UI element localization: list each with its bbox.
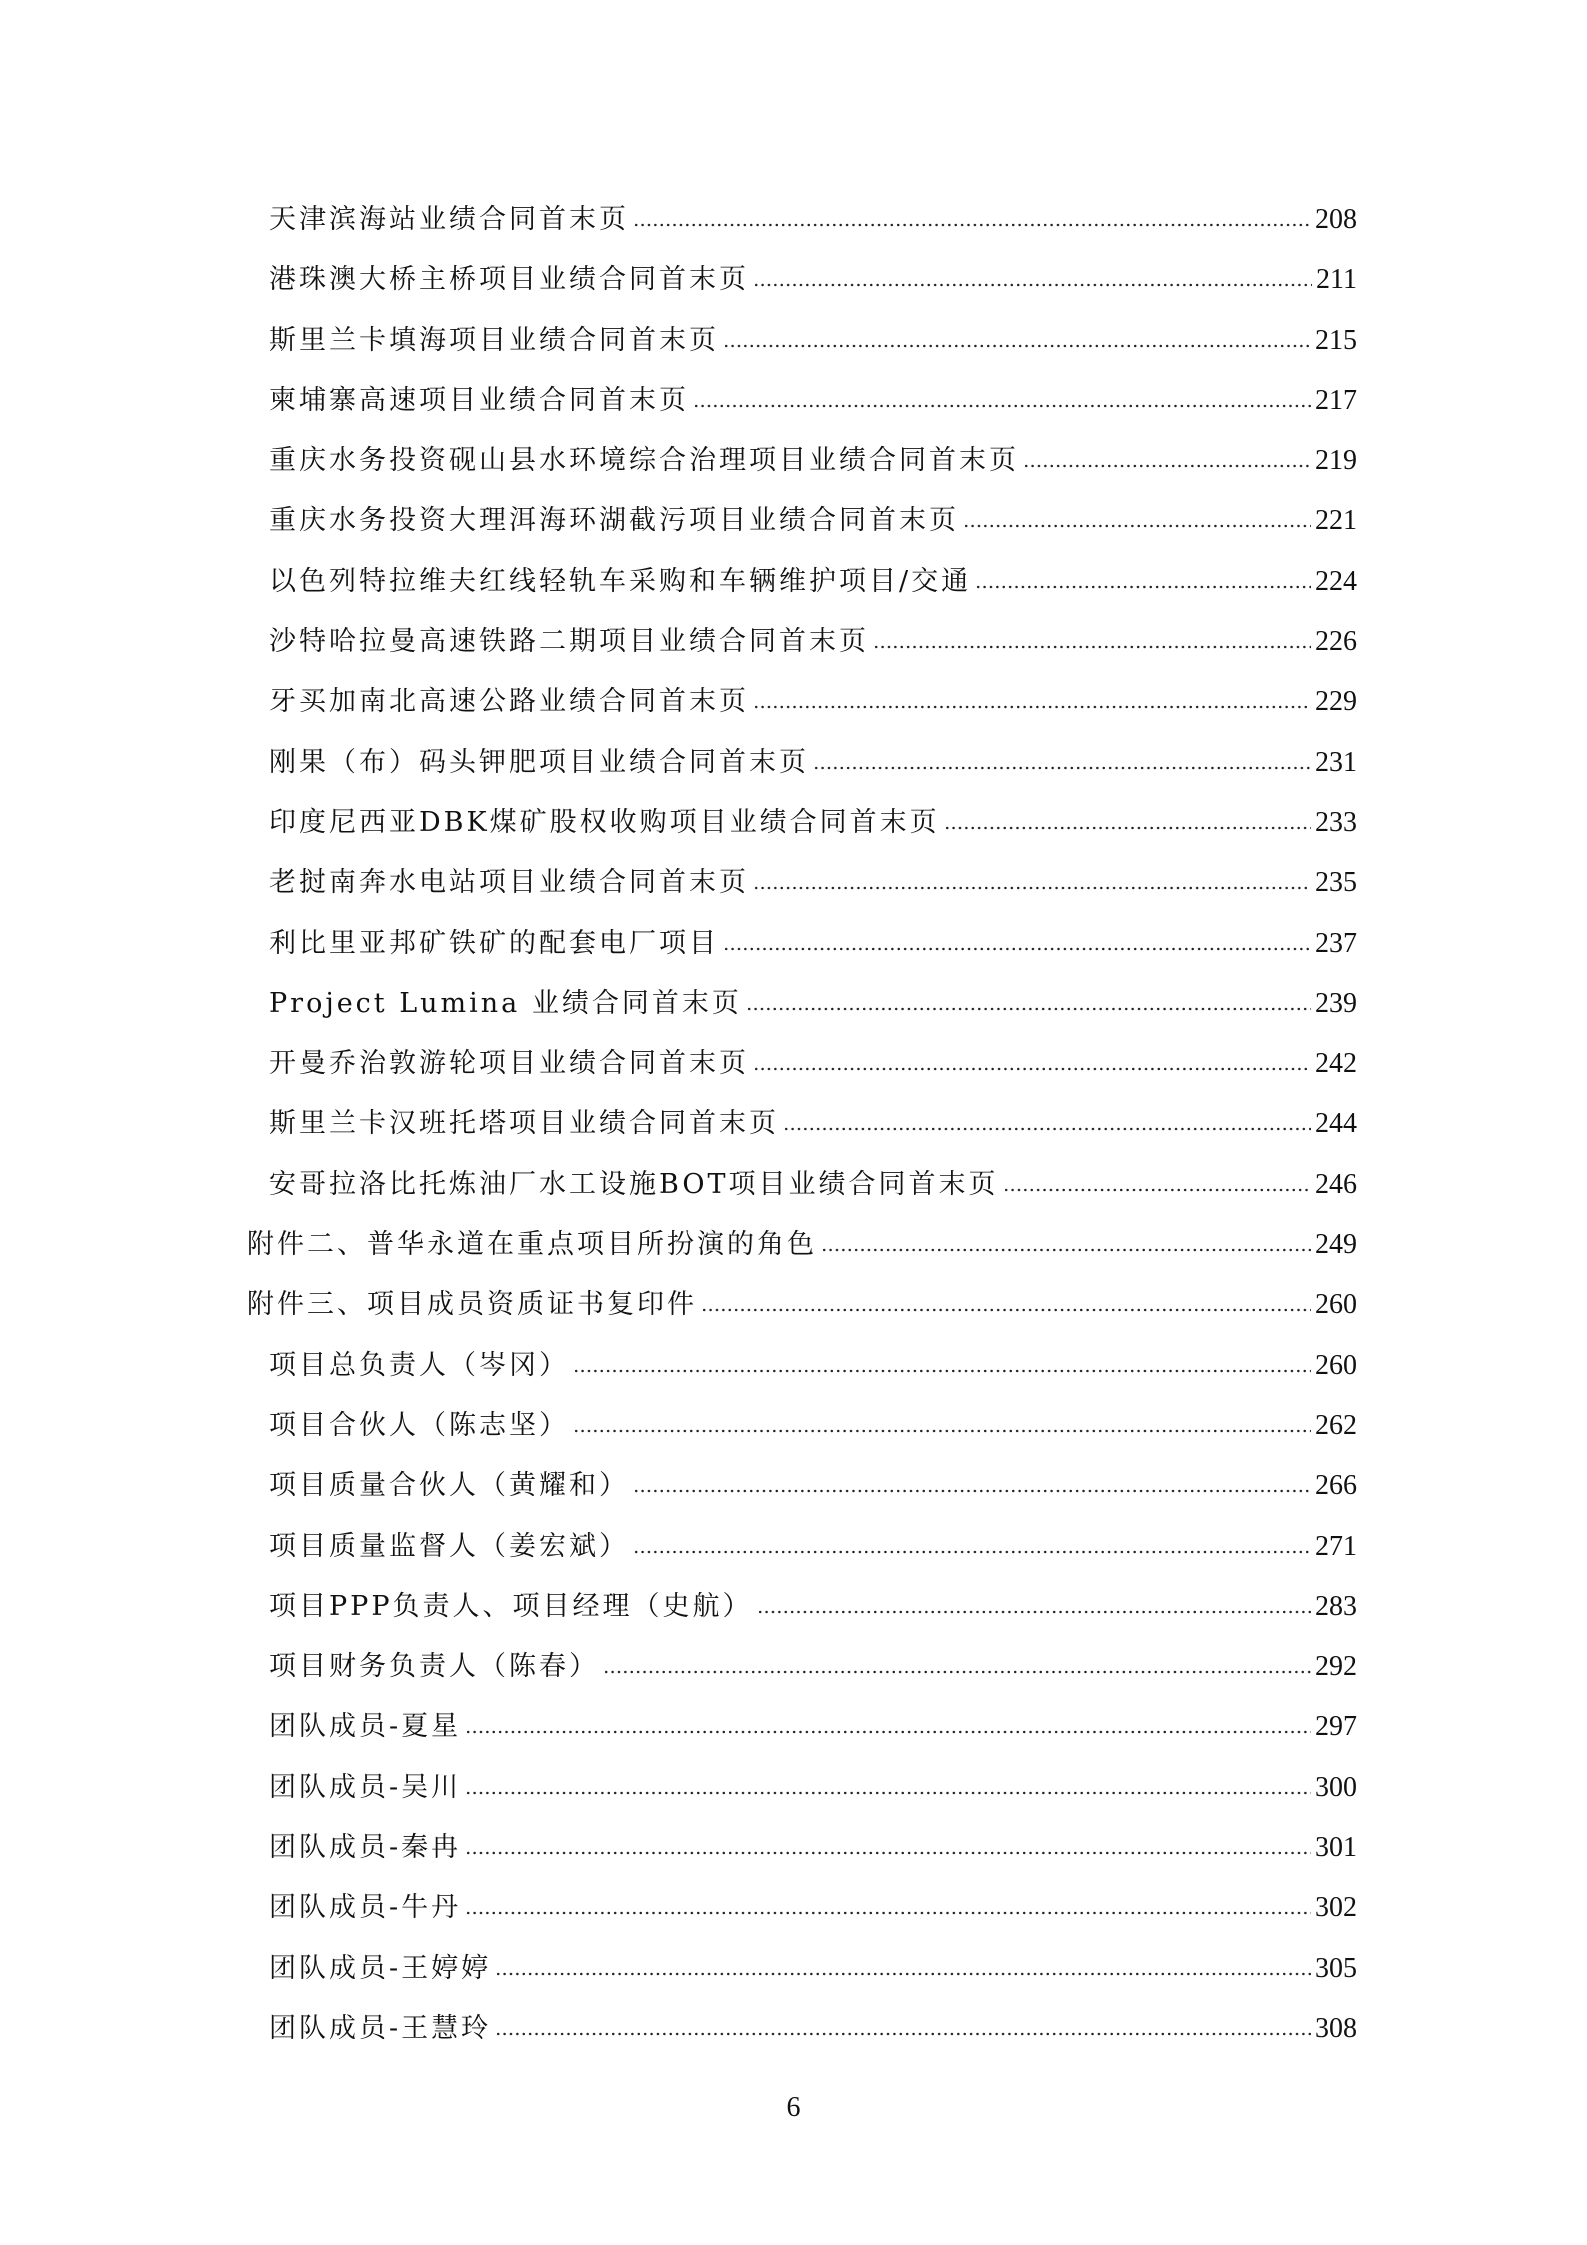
toc-entry-title: 附件二、普华永道在重点项目所扮演的角色: [247, 1229, 817, 1261]
toc-entry[interactable]: [247, 371, 1357, 431]
dot-leader: [465, 1910, 1311, 1916]
dot-leader: [573, 1428, 1311, 1434]
dot-leader: [753, 704, 1311, 710]
toc-entry-page: 260: [1315, 1289, 1357, 1321]
toc-entry-page: 297: [1315, 1711, 1357, 1743]
toc-entry[interactable]: [247, 190, 1357, 250]
dot-leader: [944, 825, 1311, 831]
toc-entry-title: 项目总负责人（岑冈）: [269, 1349, 569, 1381]
toc-entry[interactable]: [247, 1396, 1357, 1456]
toc-entry-page: 301: [1315, 1832, 1357, 1864]
toc-entry[interactable]: [247, 1697, 1357, 1757]
toc-entry-title: 团队成员-牛丹: [269, 1892, 462, 1924]
toc-entry-page: 249: [1315, 1229, 1357, 1261]
dot-leader: [813, 765, 1311, 771]
toc-entry-title: 柬埔寨高速项目业绩合同首末页: [269, 384, 689, 416]
dot-leader: [465, 1850, 1311, 1856]
toc-entry-page: 292: [1315, 1651, 1357, 1683]
toc-entry[interactable]: [247, 1999, 1357, 2059]
toc-entry-page: 229: [1315, 686, 1357, 718]
toc-entry[interactable]: [247, 733, 1357, 793]
toc-entry-title: 安哥拉洛比托炼油厂水工设施BOT项目业绩合同首末页: [269, 1168, 999, 1200]
toc-entry[interactable]: [247, 431, 1357, 491]
dot-leader: [963, 523, 1311, 529]
toc-entry-title: 项目财务负责人（陈春）: [269, 1651, 599, 1683]
dot-leader: [633, 222, 1311, 228]
toc-entry-title: 项目质量监督人（姜宏斌）: [269, 1530, 629, 1562]
toc-entry-title: 重庆水务投资砚山县水环境综合治理项目业绩合同首末页: [269, 445, 1019, 477]
toc-entry[interactable]: [247, 1818, 1357, 1878]
toc-entry-page: 239: [1315, 987, 1357, 1019]
toc-entry-page: 226: [1315, 626, 1357, 658]
dot-leader: [633, 1488, 1311, 1494]
toc-entry[interactable]: [247, 612, 1357, 672]
toc-entry-page: 211: [1316, 264, 1357, 296]
toc-entry-page: 266: [1315, 1470, 1357, 1502]
toc-entry[interactable]: [247, 491, 1357, 551]
dot-leader: [753, 885, 1311, 891]
toc-entry-page: 305: [1315, 1952, 1357, 1984]
toc-entry[interactable]: [247, 250, 1357, 310]
toc-entry-page: 302: [1315, 1892, 1357, 1924]
dot-leader: [701, 1307, 1311, 1313]
toc-entry[interactable]: [247, 1275, 1357, 1335]
toc-entry-title: 项目质量合伙人（黄耀和）: [269, 1470, 629, 1502]
dot-leader: [873, 644, 1311, 650]
toc-entry[interactable]: [247, 672, 1357, 732]
toc-entry[interactable]: [247, 974, 1357, 1034]
toc-entry[interactable]: [247, 1094, 1357, 1154]
toc-entry[interactable]: [247, 311, 1357, 371]
dot-leader: [783, 1126, 1311, 1132]
toc-entry-page: 237: [1315, 927, 1357, 959]
toc-entry-title: 附件三、项目成员资质证书复印件: [247, 1289, 697, 1321]
toc-entry-title: 开曼乔治敦游轮项目业绩合同首末页: [269, 1048, 749, 1080]
toc-entry[interactable]: [247, 1878, 1357, 1938]
dot-leader: [746, 1006, 1311, 1012]
toc-entry-title: 斯里兰卡填海项目业绩合同首末页: [269, 324, 719, 356]
toc-entry-page: 224: [1315, 565, 1357, 597]
toc-entry-page: 308: [1315, 2012, 1357, 2044]
dot-leader: [693, 403, 1311, 409]
dot-leader: [1023, 463, 1311, 469]
toc-entry-title: 团队成员-夏星: [269, 1711, 462, 1743]
toc-entry-title: 牙买加南北高速公路业绩合同首末页: [269, 686, 749, 718]
toc-entry[interactable]: [247, 1034, 1357, 1094]
toc-entry-page: 242: [1315, 1048, 1357, 1080]
toc-entry-page: 208: [1315, 204, 1357, 235]
toc-entry-page: 300: [1315, 1771, 1357, 1803]
dot-leader: [465, 1729, 1311, 1735]
toc-entry-page: 262: [1315, 1409, 1357, 1441]
toc-entry-title: 利比里亚邦矿铁矿的配套电厂项目: [269, 927, 719, 959]
toc-entry-page: 235: [1315, 867, 1357, 899]
toc-entry[interactable]: [247, 914, 1357, 974]
toc-entry-page: 233: [1315, 806, 1357, 838]
toc-entry[interactable]: [247, 1758, 1357, 1818]
toc-entry-title: 刚果（布）码头钾肥项目业绩合同首末页: [269, 746, 809, 778]
dot-leader: [495, 1971, 1311, 1977]
toc-entry-page: 217: [1315, 384, 1357, 416]
toc-entry[interactable]: [247, 1939, 1357, 1999]
dot-leader: [1003, 1187, 1312, 1193]
toc-entry[interactable]: [247, 1336, 1357, 1396]
toc-entry-page: 244: [1315, 1108, 1357, 1140]
toc-entry-title: 老挝南奔水电站项目业绩合同首末页: [269, 867, 749, 899]
dot-leader: [723, 343, 1311, 349]
toc-entry-page: 246: [1315, 1168, 1357, 1200]
toc-entry[interactable]: [247, 552, 1357, 612]
dot-leader: [753, 1066, 1311, 1072]
dot-leader: [573, 1368, 1311, 1374]
toc-entry-title: 沙特哈拉曼高速铁路二期项目业绩合同首末页: [269, 626, 869, 658]
toc-entry[interactable]: [247, 1577, 1357, 1637]
toc-entry-title: 港珠澳大桥主桥项目业绩合同首末页: [269, 264, 749, 296]
toc-entry[interactable]: [247, 1517, 1357, 1577]
toc-entry[interactable]: [247, 1637, 1357, 1697]
toc-entry-title: 项目合伙人（陈志坚）: [269, 1409, 569, 1441]
toc-entry-page: 221: [1315, 505, 1357, 537]
toc-entry-title: 团队成员-吴川: [269, 1771, 462, 1803]
toc-entry-title: 团队成员-王慧玲: [269, 2012, 492, 2044]
toc-entry-title: 团队成员-秦冉: [269, 1832, 462, 1864]
dot-leader: [465, 1790, 1311, 1796]
toc-entry-title: 重庆水务投资大理洱海环湖截污项目业绩合同首末页: [269, 505, 959, 537]
toc-entry[interactable]: [247, 853, 1357, 913]
toc-entry-title: 团队成员-王婷婷: [269, 1952, 492, 1984]
dot-leader: [757, 1609, 1311, 1615]
toc-entry[interactable]: [247, 793, 1357, 853]
toc-entry-title: Project Lumina 业绩合同首末页: [269, 987, 742, 1019]
dot-leader: [723, 946, 1311, 952]
toc-entry-title: 印度尼西亚DBK煤矿股权收购项目业绩合同首末页: [269, 806, 940, 838]
dot-leader: [821, 1247, 1311, 1253]
dot-leader: [975, 584, 1311, 590]
toc-entry-title: 斯里兰卡汉班托塔项目业绩合同首末页: [269, 1108, 779, 1140]
toc-entry-page: 260: [1315, 1349, 1357, 1381]
dot-leader: [633, 1549, 1311, 1555]
toc-entry-page: 219: [1315, 445, 1357, 477]
toc-entry-page: 271: [1315, 1530, 1357, 1562]
dot-leader: [603, 1669, 1311, 1675]
toc-entry-page: 231: [1315, 746, 1357, 778]
page-number: 6: [786, 2092, 801, 2123]
toc-entry-title: 天津滨海站业绩合同首末页: [269, 204, 629, 235]
dot-leader: [753, 282, 1312, 288]
toc-entry[interactable]: [247, 1155, 1357, 1215]
toc-entry-page: 283: [1315, 1590, 1357, 1622]
table-of-contents: [247, 190, 1357, 2059]
dot-leader: [495, 2031, 1311, 2037]
toc-entry-page: 215: [1315, 324, 1357, 356]
toc-entry[interactable]: [247, 1456, 1357, 1516]
toc-entry-title: 项目PPP负责人、项目经理（史航）: [269, 1590, 753, 1622]
toc-entry-title: 以色列特拉维夫红线轻轨车采购和车辆维护项目/交通: [269, 565, 972, 597]
toc-entry[interactable]: [247, 1215, 1357, 1275]
